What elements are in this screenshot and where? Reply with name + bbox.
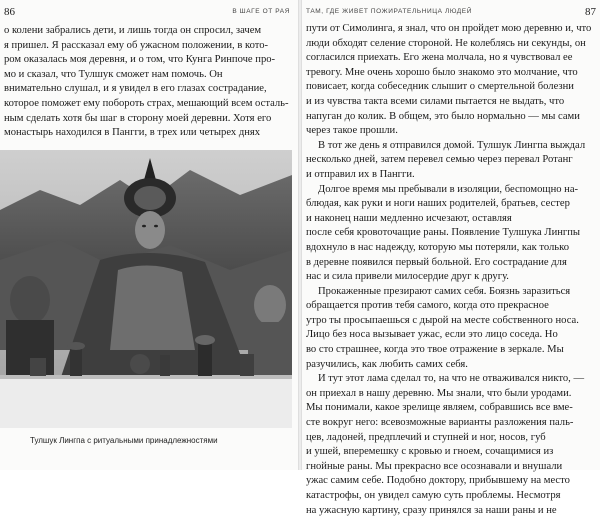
- text-line: и отправил их в Пангги.: [306, 168, 415, 180]
- text-line: блюдая, как руки и ноги наших родителей, братьев, сестер: [306, 198, 570, 210]
- text-line: после себя кровоточащие раны. Появление Тулшука Лингпы: [306, 227, 581, 239]
- text-line: В тот же день я отправился домой. Тулшук Лингпа выждал: [318, 139, 586, 151]
- text-line: и из чувства такта всеми силами пытается не выдать, что: [306, 95, 565, 107]
- text-line: Лицо без носа вызывает ужас, если это лицо соседа. Но: [306, 329, 558, 341]
- text-line: ром оказалась моя деревня, и о том, что Кунга Ринпоче про-: [4, 54, 276, 66]
- left-page: [0, 0, 298, 470]
- text-line: во сто страшнее, когда это твое отражение в зеркале. Мы: [306, 344, 564, 356]
- photo-caption: Тулшук Лингпа с ритуальными принадлежностями: [30, 436, 218, 445]
- text-line: вдохнуло в нас надежду, которую мы потеряли, как только: [306, 241, 570, 253]
- text-line: Мы понимали, какое зрелище являем, собравшись все вме-: [306, 402, 573, 414]
- text-line: ным сделать хотя бы шаг в сторону моей деревни. Хотя его: [4, 112, 272, 124]
- text-line: пути от Симолинга, я знал, что он пройдет мою деревню и, что: [306, 23, 592, 34]
- text-line: повисает, когда собеседник слышит о смертельной болезни: [306, 81, 574, 93]
- text-line: которое поможет ему побороть страх, мешающий всем осталь-: [4, 97, 289, 109]
- text-line: монастырь находился в Пангги, в трех или четырех днях: [4, 127, 261, 139]
- text-line: нас и сила привели милосердие друг к другу.: [306, 271, 509, 283]
- text-line: напуган до колик. В общем, это было нормально — мы сами: [306, 110, 580, 122]
- text-line: люди обходят селение стороной. Не колеблясь ни секунды, он: [306, 37, 586, 49]
- text-line: я пришел. Я рассказал ему об ужасном положении, в кото-: [4, 39, 269, 51]
- left-running-head: В ШАГЕ ОТ РАЯ: [232, 8, 290, 15]
- text-line: гнойные раны. Мы прекрасно все осознавали и внушали: [306, 460, 563, 472]
- right-running-head: ТАМ, ГДЕ ЖИВЕТ ПОЖИРАТЕЛЬНИЦА ЛЮДЕЙ: [306, 8, 472, 15]
- text-line: мо и сказал, что Тулшук сможет нам помочь. Он: [4, 68, 223, 80]
- text-line: несколько дней, затем перевел семью через перевал Ротанг: [306, 154, 573, 166]
- left-page-text: [4, 24, 290, 141]
- text-line: Долгое время мы пребывали в изоляции, беспомощно на-: [318, 183, 579, 195]
- text-line: И тут этот лама сделал то, на что не отваживался никто, —: [318, 373, 585, 385]
- text-line: через такое прошли.: [306, 125, 398, 137]
- text-line: обращается против тебя самого, когда ото прекрасное: [306, 300, 549, 312]
- text-line: ужас самим себе. Подобно доктору, прибывшему на место: [306, 475, 570, 487]
- text-line: он приехал в нашу деревню. Мы знали, что были уродами.: [306, 387, 572, 399]
- text-line: и ушей, вперемешку с кровью и гноем, сочащимися из: [306, 446, 554, 458]
- text-line: на ужасную картину, сразу принялся за наши раны и не: [306, 504, 557, 516]
- right-page-number: 87: [585, 6, 596, 18]
- text-line: и наконец наши медленно исчезают, оставляя: [306, 212, 512, 224]
- text-line: внимательно слушал, и я увидел в его глазах сострадание,: [4, 83, 267, 95]
- text-line: цев, ладоней, предплечий и ступней и ног, носов, губ: [306, 431, 546, 443]
- text-line: тревогу. Мне очень хорошо было знакомо это молчание, что: [306, 66, 578, 78]
- text-line: Прокаженные презирают самих себя. Боязнь заразиться: [318, 285, 571, 297]
- text-line: о колени забрались дети, и лишь тогда он спросил, зачем: [4, 25, 262, 36]
- text-line: катастрофы, он увидел самую суть проблемы. Несмотря: [306, 490, 561, 501]
- text-line: утро ты просыпаешься с дырой на месте собственного носа.: [306, 314, 579, 326]
- historical-photo: [0, 150, 292, 428]
- text-line: разучились, как любить самих себя.: [306, 358, 468, 370]
- right-page-text: [306, 22, 600, 518]
- right-page: [302, 0, 600, 516]
- text-line: в деревне появился первый больной. Его сострадание для: [306, 256, 567, 268]
- text-line: сте вокруг него: всевозможные варианты разложения паль-: [306, 417, 574, 429]
- text-line: согласился приехать. Его жена молчала, но я чувствовал ее: [306, 52, 573, 64]
- left-page-number: 86: [4, 6, 15, 18]
